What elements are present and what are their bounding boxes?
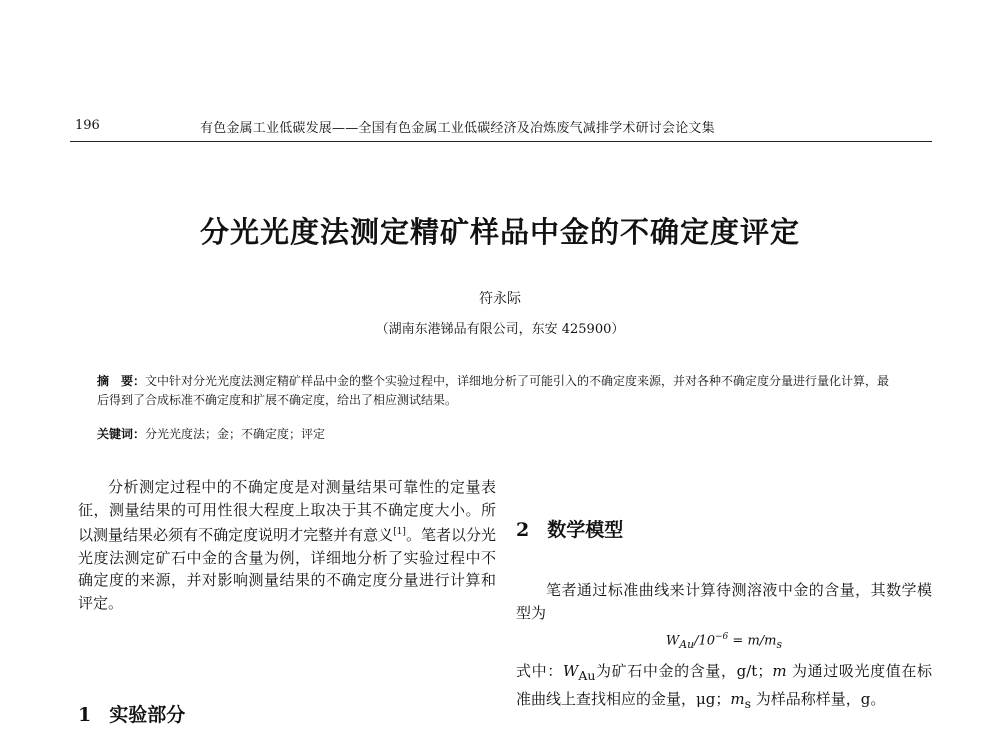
reference-mark[interactable]: [1]	[393, 527, 406, 537]
where-m-def: 为通过吸光度值在标准曲线上查找相应的金量，μg；	[516, 662, 932, 708]
section-1-number: 1	[78, 704, 92, 726]
paper-title: 分光光度法测定精矿样品中金的不确定度评定	[199, 215, 800, 249]
intro-text-a: 分析测定过程中的不确定度是对测量结果可靠性的定量表征，测量结果的可用性很大程度上取决于其不确定度大小。所以测量结果必须有不确定度说明才完整并有意义	[78, 478, 496, 544]
model-paragraph: 笔者通过标准曲线来计算待测溶液中金的含量，其数学模型为	[516, 581, 932, 622]
running-header: 有色金属工业低碳发展——全国有色金属工业低碳经济及冶炼废气减排学术研讨会论文集	[200, 121, 715, 136]
formula-rhs: = m/m	[728, 633, 777, 649]
section-2-title: 数学模型	[547, 519, 624, 541]
abstract	[97, 372, 897, 409]
section-2-heading	[516, 515, 623, 542]
where-label: 式中：	[516, 662, 563, 681]
section-1-title: 实验部分	[109, 704, 186, 726]
header-rule	[70, 141, 932, 142]
page-number: 196	[75, 118, 100, 133]
formula-divisor: /10	[694, 633, 716, 649]
formula-w: W	[665, 633, 680, 649]
intro-paragraph	[78, 476, 496, 614]
where-ms: m	[730, 689, 745, 708]
affiliation: （湖南东港锑品有限公司，东安 425900）	[375, 322, 625, 337]
formula-exponent: −6	[715, 632, 729, 642]
section-1-heading	[78, 700, 185, 727]
keywords-label: 关键词：	[97, 427, 146, 441]
author-name: 符永际	[479, 291, 521, 307]
where-w-sub: Au	[578, 668, 596, 684]
where-ms-sub: s	[744, 695, 752, 711]
where-ms-def: 为样品称样量，g。	[751, 689, 886, 708]
intro-column	[78, 476, 496, 614]
keywords	[97, 425, 897, 442]
where-m: m	[772, 662, 787, 681]
formula-rhs-sub: s	[776, 637, 783, 651]
model-column	[516, 579, 932, 715]
where-w: W	[562, 662, 579, 681]
where-w-def: 为矿石中金的含量，g/t；	[595, 662, 773, 681]
formula-w-sub: Au	[679, 637, 695, 651]
intro-text-b: 。笔者以分光光度法测定矿石中金的含量为例，详细地分析了实验过程中不确定度的来源，并对影响测量结果的不确定度分量进行计算和评定。	[78, 526, 496, 612]
variable-definitions	[516, 660, 932, 715]
abstract-text: 文中针对分光光度法测定精矿样品中金的整个实验过程中，详细地分析了可能引入的不确定度来源，并对各种不确定度分量进行量化计算，最后得到了合成标准不确定度和扩展不确定度，给出了相应测试结果。	[97, 374, 890, 407]
abstract-label: 摘 要：	[97, 374, 146, 388]
section-2-number: 2	[516, 519, 530, 541]
formula	[516, 626, 932, 656]
keywords-text: 分光光度法；金；不确定度；评定	[145, 427, 326, 441]
